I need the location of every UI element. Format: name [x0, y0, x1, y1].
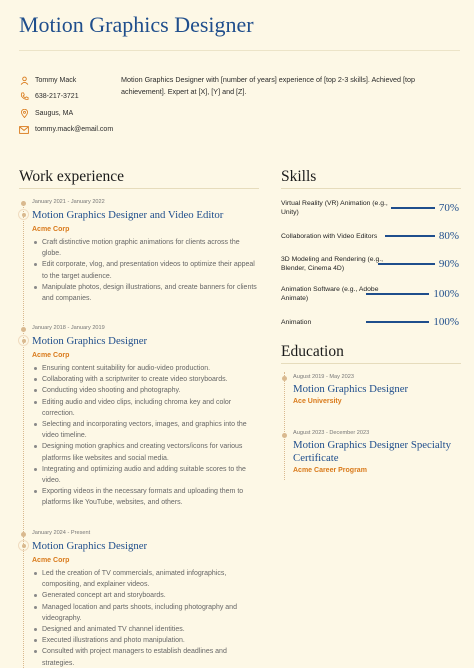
timeline-dot	[282, 376, 287, 381]
skill-percent: 100%	[433, 288, 459, 300]
job-bullets	[32, 363, 258, 509]
timeline-marker	[18, 540, 29, 551]
work-heading-divider	[19, 188, 259, 189]
skill-level-bar	[366, 321, 429, 323]
job-bullet: Manipulate photos, design illustrations, and create banners for clients and companies.	[32, 282, 258, 304]
skill-level-bar	[385, 235, 435, 237]
contact-email-text[interactable]: tommy.mack@email.com	[35, 126, 114, 134]
work-experience-heading: Work experience	[19, 168, 125, 185]
job-bullet: Conducting video shooting and photography.	[32, 385, 258, 396]
education-heading-divider	[281, 363, 461, 364]
job-title: Motion Graphics Designer	[32, 335, 148, 347]
location-pin-icon	[19, 108, 29, 118]
resume-name: Motion Graphics Designer	[19, 12, 254, 37]
skill-level-bar	[378, 263, 435, 265]
job-bullet: Collaborating with a scriptwriter to create video storyboards.	[32, 374, 258, 385]
job-bullet: Editing audio and video clips, including chroma key and color correction.	[32, 397, 258, 419]
skill-percent: 80%	[438, 230, 459, 242]
skill-row	[281, 281, 459, 307]
skills-heading-divider	[281, 188, 461, 189]
education-title: Motion Graphics Designer	[293, 383, 409, 395]
job-bullet: Integrating and optimizing audio and adding suitable scores to the video.	[32, 464, 258, 486]
job-entry-3	[32, 530, 258, 668]
skill-name: 3D Modeling and Rendering (e.g., Blender, Cinema 4D)	[281, 256, 384, 272]
skill-row	[281, 195, 459, 221]
skills-heading: Skills	[281, 168, 317, 185]
education-date: August 2023 - December 2023	[293, 430, 370, 436]
job-company: Acme Corp	[32, 352, 70, 359]
contact-location	[19, 105, 113, 122]
job-bullet: Designing motion graphics and creating vectors/icons for various platforms like websites and social media.	[32, 441, 258, 463]
job-bullet: Consulted with project managers to establish deadlines and strategies.	[32, 646, 258, 668]
job-bullet: Managed location and parts shoots, including photography and videography.	[32, 602, 258, 624]
contact-person	[19, 72, 113, 89]
education-heading: Education	[281, 343, 344, 360]
job-entry-2	[32, 325, 258, 509]
timeline-marker	[18, 335, 29, 346]
timeline-dot	[282, 433, 287, 438]
job-bullet: Designed and animated TV channel identities.	[32, 624, 258, 635]
skill-name: Animation	[281, 318, 312, 326]
envelope-icon	[19, 125, 29, 135]
job-bullet: Led the creation of TV commercials, animated infographics, compositing, and explainer videos.	[32, 568, 258, 590]
education-title: Motion Graphics Designer Specialty Certificate	[293, 439, 452, 464]
job-title: Motion Graphics Designer	[32, 540, 148, 552]
job-bullet: Edit corporate, vlog, and presentation videos to optimize their appeal to the target audience.	[32, 259, 258, 281]
contact-person-text: Tommy Mack	[35, 76, 77, 84]
job-bullet: Generated concept art and storyboards.	[32, 590, 258, 601]
header-divider	[19, 50, 460, 51]
job-company: Acme Corp	[32, 226, 70, 233]
timeline-dot	[21, 201, 26, 206]
education-date: August 2019 - May 2023	[293, 374, 354, 380]
contact-email[interactable]	[19, 122, 113, 139]
skill-percent: 100%	[433, 316, 459, 328]
job-bullet: Ensuring content suitability for audio-video production.	[32, 363, 258, 374]
summary-text: Motion Graphics Designer with [number of years] experience of [top 2-3 skills]. Achieved [top achievement]. Expert at [X], [Y] and [Z].	[121, 75, 416, 96]
skill-name: Virtual Reality (VR) Animation (e.g., Unity)	[281, 200, 388, 216]
education-entry-1	[293, 374, 463, 405]
job-bullet: Exporting videos in the necessary formats and uploading them to platforms like YouTube, websites, and others.	[32, 486, 258, 508]
skill-percent: 90%	[438, 258, 459, 270]
contact-phone-text: 638-217-3721	[35, 93, 79, 101]
contact-block	[19, 72, 113, 138]
education-timeline	[284, 372, 285, 480]
skill-level-bar	[366, 293, 429, 295]
education-school: Acme Career Program	[293, 467, 367, 474]
job-bullet: Executed illustrations and photo manipulation.	[32, 635, 258, 646]
job-date: January 2021 - January 2022	[32, 199, 105, 205]
job-title: Motion Graphics Designer and Video Editor	[32, 209, 224, 221]
job-bullets	[32, 237, 258, 304]
work-timeline	[23, 201, 24, 668]
education-entry-2	[293, 430, 463, 474]
timeline-marker	[18, 209, 29, 220]
contact-phone	[19, 89, 113, 106]
person-icon	[19, 75, 29, 85]
skill-name: Animation Software (e.g., Adobe Animate)	[281, 286, 379, 302]
timeline-dot	[21, 327, 26, 332]
job-bullet: Craft distinctive motion graphic animations for clients across the globe.	[32, 237, 258, 259]
contact-location-text: Saugus, MA	[35, 109, 74, 117]
skill-row	[281, 251, 459, 277]
job-bullets	[32, 568, 258, 668]
phone-icon	[19, 92, 29, 102]
skill-name: Collaboration with Video Editors	[281, 232, 378, 240]
job-bullet: Selecting and incorporating vectors, images, and graphics into the video timeline.	[32, 419, 258, 441]
skill-row	[281, 223, 459, 249]
job-date: January 2018 - January 2019	[32, 325, 105, 331]
job-entry-1	[32, 199, 258, 304]
timeline-dot	[21, 532, 26, 537]
job-company: Acme Corp	[32, 557, 70, 564]
skill-row	[281, 309, 459, 335]
education-school: Ace University	[293, 398, 342, 405]
skill-percent: 70%	[438, 202, 459, 214]
job-date: January 2024 - Present	[32, 530, 91, 536]
skill-level-bar	[391, 207, 435, 209]
